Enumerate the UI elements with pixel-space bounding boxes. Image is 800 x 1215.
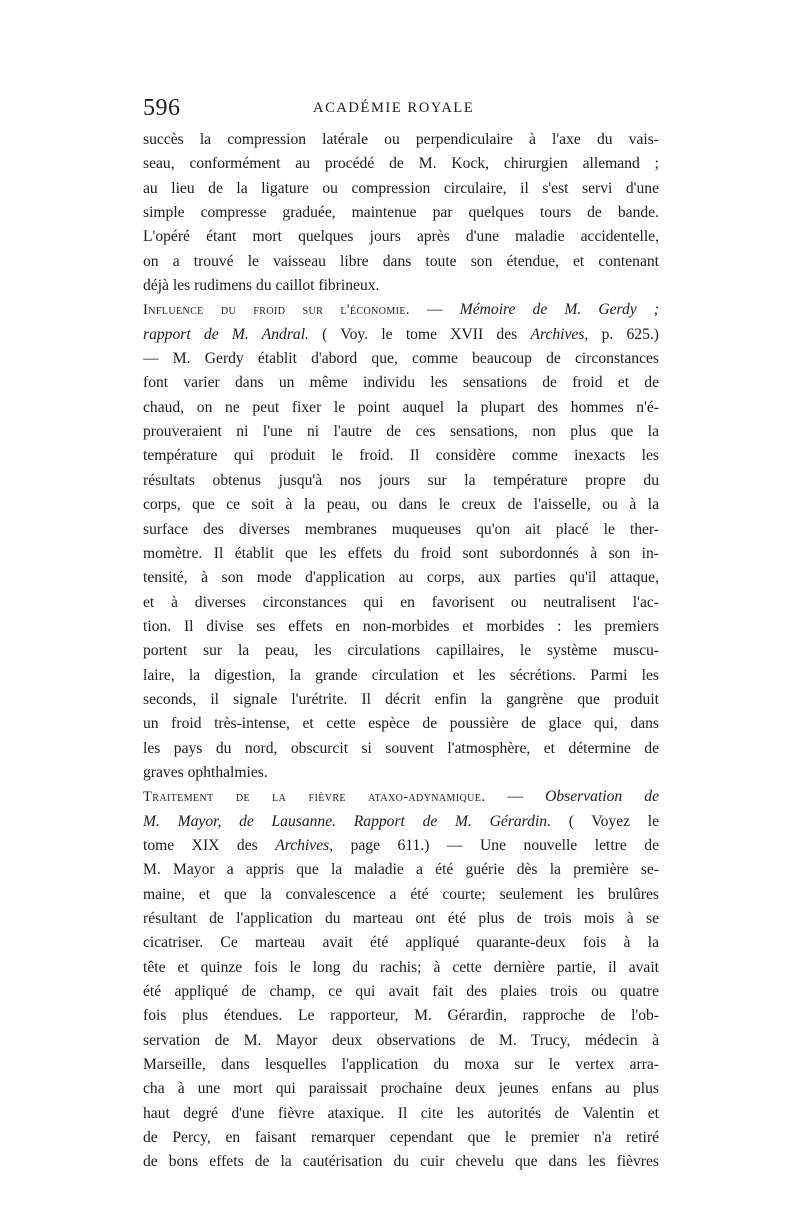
body-text	[143, 128, 659, 1175]
text-line: résultant de l'application du marteau ont été plus de trois mois à se	[143, 910, 659, 927]
text-line: simple compresse graduée, maintenue par quelques tours de bande.	[143, 204, 659, 222]
section-reference-line	[143, 323, 659, 347]
text-line: été appliqué de champ, ce qui avait fait des plaies trois ou quatre	[143, 983, 659, 1001]
text-line: tête et quinze fois le long du rachis; à cette dernière partie, il avait	[143, 958, 659, 976]
text-line: maine, et que la convalescence a été courte; seulement les brulûres	[143, 885, 659, 903]
text-line: déjà les rudimens du caillot fibrineux.	[143, 277, 380, 295]
text-line: L'opéré étant mort quelques jours après d'une maladie accidentelle,	[143, 228, 659, 246]
text-line: cha à une mort qui paraissait prochaine deux jeunes enfans au plus	[143, 1080, 659, 1098]
text-line: température qui produit le froid. Il considère comme inexacts les	[143, 447, 659, 465]
text-line: Marseille, dans lesquelles l'application du moxa sur le vertex arra-	[143, 1056, 659, 1074]
text-line: seconds, il signale l'urétrite. Il décrit enfin la gangrène que produit	[143, 690, 659, 708]
text-line: — M. Gerdy établit d'abord que, comme beaucoup de circonstances	[143, 350, 659, 368]
section-heading-line	[143, 298, 659, 322]
text-line: graves ophthalmies.	[143, 763, 268, 781]
observation-title-cont: M. Mayor, de Lausanne. Rapport de M. Gérardin.	[143, 812, 551, 830]
section-reference-line	[143, 834, 659, 858]
text-line: au lieu de la ligature ou compression circulaire, il s'est servi d'une	[143, 179, 659, 197]
text-line: cicatriser. Ce marteau avait été appliqué quarante-deux fois à la	[143, 934, 659, 952]
text-line: de Percy, en faisant remarquer cependant que le premier n'a retiré	[143, 1129, 659, 1147]
text-line: tensité, à son mode d'application au corps, aux parties qu'il attaque,	[143, 569, 659, 587]
reference-tome: tome XIX des	[143, 836, 276, 854]
reference-open: ( Voy. le tome XVII des	[308, 325, 531, 343]
heading-dash: —	[409, 301, 460, 319]
text-line: prouveraient ni l'une ni l'autre de ces sensations, non plus que la	[143, 423, 659, 441]
text-line: résultats obtenus jusqu'à nos jours sur la température propre du	[143, 471, 659, 489]
rapport-title: rapport de M. Andral.	[143, 325, 309, 343]
text-line: laire, la digestion, la grande circulation et les sécrétions. Parmi les	[143, 666, 659, 684]
text-line: M. Mayor a appris que la maladie a été guérie dès la première se-	[143, 861, 659, 879]
text-line: seau, conformément au procédé de M. Kock, chirurgien allemand ;	[143, 155, 659, 173]
reference-open: ( Voyez le	[551, 812, 659, 830]
memoire-title: Mémoire de M. Gerdy ;	[459, 301, 659, 319]
running-head: ACADÉMIE ROYALE	[313, 100, 475, 116]
heading-dash: —	[485, 788, 546, 806]
archives-title: Archives	[530, 325, 585, 343]
section-heading: Influence du froid sur l'économie.	[143, 302, 410, 319]
page-header	[143, 95, 663, 125]
section-reference-line	[143, 810, 659, 834]
text-line: tion. Il divise ses effets en non-morbides et morbides : les premiers	[143, 617, 659, 635]
text-line: surface des diverses membranes muqueuses qu'on ait placé le ther-	[143, 520, 659, 538]
reference-close: , p. 625.)	[584, 325, 659, 343]
observation-title: Observation de	[545, 788, 659, 806]
text-line: un froid très-intense, et cette espèce de poussière de glace qui, dans	[143, 715, 659, 733]
text-line: les pays du nord, obscurcit si souvent l'atmosphère, et détermine de	[143, 739, 659, 757]
text-line: chaud, on ne peut fixer le point auquel la plupart des hommes n'é-	[143, 398, 659, 416]
text-line: portent sur la peau, les circulations capillaires, le système muscu-	[143, 642, 659, 660]
text-line: font varier dans un même individu les sensations de froid et de	[143, 374, 659, 392]
page-number: 596	[143, 95, 181, 121]
section-heading: Traitement de la fièvre ataxo-adynamique.	[143, 789, 486, 806]
text-line: on a trouvé le vaisseau libre dans toute son étendue, et contenant	[143, 252, 659, 270]
text-line: et à diverses circonstances qui en favorisent ou neutralisent l'ac-	[143, 593, 659, 611]
text-line: haut degré d'une fièvre ataxique. Il cite les autorités de Valentin et	[143, 1104, 659, 1122]
text-line: succès la compression latérale ou perpendiculaire à l'axe du vais-	[143, 131, 659, 148]
section-heading-line	[143, 785, 659, 809]
text-line: servation de M. Mayor deux observations de M. Trucy, médecin à	[143, 1031, 659, 1049]
text-line: de bons effets de la cautérisation du cuir chevelu que dans les fièvres	[143, 1153, 659, 1171]
reference-close: , page 611.) — Une nouvelle lettre de	[329, 836, 659, 854]
text-line: momètre. Il établit que les effets du froid sont subordonnés à son in-	[143, 544, 659, 562]
archives-title: Archives	[275, 836, 330, 854]
text-line: fois plus étendues. Le rapporteur, M. Gérardin, rapproche de l'ob-	[143, 1007, 659, 1025]
text-line: corps, que ce soit à la peau, ou dans le creux de l'aisselle, ou à la	[143, 496, 659, 514]
